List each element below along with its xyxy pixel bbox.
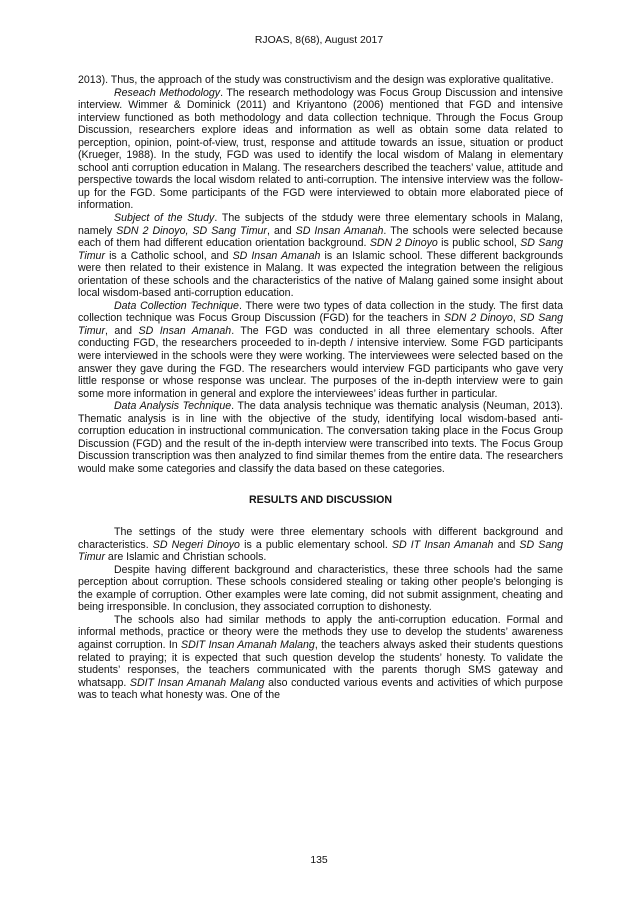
- paragraph-data-analysis: [78, 400, 563, 475]
- text-run: also conducted various events and activities of which purpose was to teach what honesty was. One of the: [78, 676, 563, 702]
- paragraph-research-methodology: [78, 87, 563, 212]
- italic-run: SD Sang Timur: [78, 538, 563, 564]
- subheading-data-analysis: Data Analysis Technique: [114, 400, 232, 413]
- text-run: , the teachers always asked their students questions related to praying; it is expected that such question develop the students’ honesty. To validate the students’ responses, the teachers communicated with the parents thorugh SMS gateway and whatsapp.: [78, 638, 563, 689]
- text-run: The schools also had similar methods to apply the anti-corruption education. Formal and informal methods, practice or theory were the methods they use to develop the students’ awareness against corruption. In: [78, 613, 563, 651]
- subheading-research-methodology: Reseach Methodology: [114, 86, 221, 99]
- paragraph-continuation: 2013). Thus, the approach of the study was constructivism and the design was explorative qualitative.: [78, 74, 554, 86]
- paragraph-text: . The data analysis technique was thematic analysis (Neuman, 2013). Thematic analysis is in line with the objective of the study, identifying local wisdom-based anti-corruption education in instructional communication. The conversation taking place in the Focus Group Discussion (FGD) and the result of the in-depth interview were transcribed into texts. The Focus Group Discussion transcription was then analyzed to find similar themes from the entire data. The researchers would make some categories and classify the data based on these categories.: [78, 400, 563, 475]
- italic-run: SDN 2 Dinoyo, SD Sang Timur: [116, 224, 267, 237]
- italic-run: SD Negeri Dinoyo: [152, 538, 240, 551]
- page-number: 135: [310, 855, 328, 866]
- paragraph-settings: [78, 526, 563, 564]
- text-run: is a public elementary school.: [239, 538, 392, 551]
- text-run: is an Islamic school. These different backgrounds were then related to their existence in Malang. It was expected the integration between the religious orientation of these schools and the characteristics of the native of Malang gained some insight about local wisdom-based anti-corruption education.: [78, 249, 563, 300]
- italic-run: SDN 2 Dinoyo: [369, 237, 438, 250]
- text-run: are Islamic and Christian schools.: [104, 551, 267, 564]
- text-run: is a Catholic school, and: [104, 249, 233, 262]
- paragraph-subject-of-study: [78, 212, 563, 300]
- italic-run: SDIT Insan Amanah Malang: [181, 638, 315, 651]
- section-heading: RESULTS AND DISCUSSION: [248, 493, 393, 506]
- text-run: , and: [104, 324, 139, 337]
- text-run: . The schools were selected because each of them had different education orientation background.: [78, 224, 563, 250]
- subheading-data-collection: Data Collection Technique: [114, 299, 239, 312]
- italic-run: SDIT Insan Amanah Malang: [129, 676, 265, 689]
- text-run: and: [493, 538, 520, 551]
- paragraph-text: . The research methodology was Focus Group Discussion and intensive interview. Wimmer & Dominick (2011) and Kriyantono (2006) mentioned that FGD and intensive interview functioned as both methodology and data collection technique. Through the Focus Group Discussion, researchers explore ideas and information as well as obtain some data related to perception, opinion, point-of-view, trust, response and attitude towards an issue, situation or product (Krueger, 1988). In the study, FGD was used to identify the local wisdom of Malang in elementary school anti corruption education in Malang. The researchers described the teachers’ value, attitude and perspective towards the local wisdom related to anti-corruption. The intensive interview was the follow-up for the FGD. Some participants of the FGD were interviewed to obtain more elaborated piece of information.: [78, 86, 563, 212]
- paragraph-methods: [78, 614, 563, 702]
- running-header: RJOAS, 8(68), August 2017: [254, 35, 384, 46]
- text-run: ,: [512, 312, 520, 325]
- paragraph-data-collection: [78, 300, 563, 400]
- subheading-subject-of-study: Subject of the Study: [114, 212, 215, 225]
- italic-run: SD IT Insan Amanah: [391, 538, 494, 551]
- italic-run: SD Sang Timur: [78, 237, 564, 262]
- italic-run: SD Insan Amanah: [232, 249, 321, 262]
- text-run: . The subjects of the stdudy were three elementary schools in Malang, namely: [78, 212, 563, 237]
- italic-run: SD Insan Amanah: [295, 224, 384, 237]
- paragraph-perception: Despite having different background and characteristics, these three schools had the same perception about corruption. These schools considered stealing or taking other people’s belonging is the example of corruption. Other examples were late coming, did not submit assignment, cheating and being irresponsible. In conclusion, they associated corruption to dishonesty.: [78, 563, 563, 614]
- italic-run: SDN 2 Dinoyo: [444, 312, 513, 325]
- text-run: The settings of the study were three elementary schools with different background and characteristics.: [78, 526, 563, 551]
- italic-run: SD Sang Timur: [78, 312, 563, 337]
- text-run: is public school,: [437, 237, 521, 250]
- italic-run: SD Insan Amanah: [138, 324, 232, 337]
- text-run: . The FGD was conducted in all three elementary schools. After conducting FGD, the researchers proceeded to in-depth / intensive interview. Some FGD participants were interviewed in the schools were they were working. The interviewees were selected based on the answer they gave during the FGD. The researchers would interview FGD participants who gave very little response or whose response was unclear. The purposes of the in-depth interview were to gain some more information in general and explore the interviewees’ ideas further in particular.: [78, 324, 563, 400]
- page-body: [78, 74, 563, 702]
- text-run: , and: [266, 224, 296, 237]
- text-run: . There were two types of data collection in the study. The first data collection technique was Focus Group Discussion (FGD) for the teachers in: [78, 299, 564, 325]
